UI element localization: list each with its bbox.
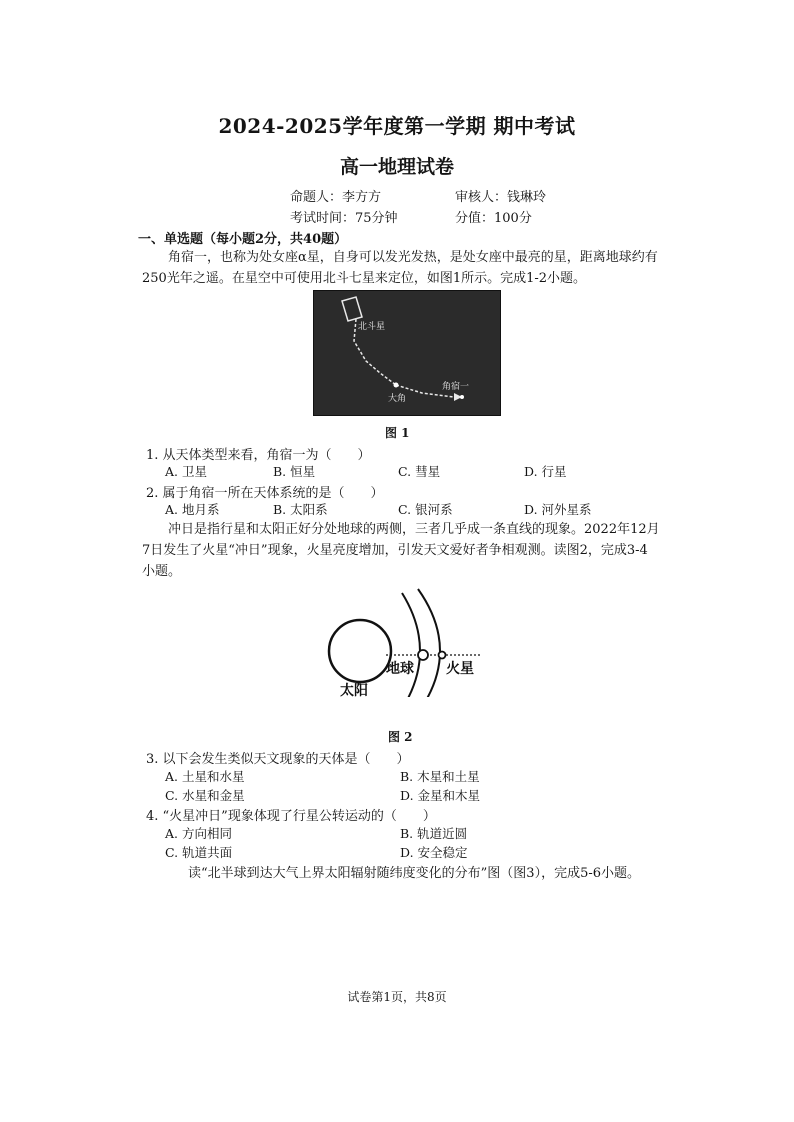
q4-option-b: B. 轨道近圆	[400, 826, 468, 841]
question-4-stem: 4. “火星冲日”现象体现了行星公转运动的（ ）	[146, 809, 436, 824]
star-arcturus	[394, 383, 399, 388]
figure-1-caption: 图 1	[385, 426, 410, 440]
q4-option-a: A. 方向相同	[165, 826, 232, 841]
figure-1-photo	[313, 290, 501, 416]
intro2-line2: 7日发生了火星“冲日”现象，火星亮度增加，引发天文爱好者争相观测。读图2，完成3-4	[142, 543, 648, 558]
earth-orbit	[402, 593, 420, 697]
intro-paragraph-1	[142, 247, 672, 289]
q2-option-a: A. 地月系	[165, 502, 220, 517]
star-spica	[460, 395, 464, 399]
mars-dot	[439, 652, 446, 659]
opposition-diagram	[320, 585, 490, 697]
intro2-line1: 冲日是指行星和太阳正好分处地球的两侧，三者几乎成一条直线的现象。2022年12月	[168, 522, 660, 537]
exam-subtitle: 高一地理试卷	[339, 156, 454, 178]
q3-option-c: C. 水星和金星	[165, 788, 245, 803]
label-sun: 太阳	[340, 683, 368, 697]
figure-2-diagram	[320, 585, 490, 697]
sun-circle	[329, 620, 391, 682]
big-dipper-diagram	[314, 291, 500, 415]
intro1-line2: 250光年之遥。在星空中可使用北斗七星来定位，如图1所示。完成1-2小题。	[142, 271, 587, 286]
q2-option-d: D. 河外星系	[524, 502, 592, 517]
author-info: 命题人：李方方	[290, 190, 382, 205]
question-1-stem: 1. 从天体类型来看，角宿一为（ ）	[146, 448, 371, 463]
earth-dot	[418, 650, 428, 660]
q1-option-b: B. 恒星	[273, 464, 316, 479]
label-arcturus: 大角	[388, 394, 407, 404]
q1-option-d: D. 行星	[524, 464, 567, 479]
q3-option-a: A. 土星和水星	[165, 769, 245, 784]
exam-title: 2024-2025学年度第一学期 期中考试	[218, 114, 576, 138]
figure-2-caption: 图 2	[388, 730, 413, 744]
section-heading: 一、单选题（每小题2分，共40题）	[138, 232, 348, 247]
question-2-stem: 2. 属于角宿一所在天体系统的是（ ）	[146, 486, 384, 501]
q4-option-c: C. 轨道共面	[165, 845, 233, 860]
label-mars: 火星	[446, 661, 474, 677]
intro2-line3: 小题。	[142, 564, 182, 579]
q1-option-a: A. 卫星	[165, 464, 207, 479]
time-info: 考试时间：75分钟	[290, 211, 398, 226]
label-earth: 地球	[386, 661, 414, 677]
intro1-line1: 角宿一，也称为处女座α星，自身可以发光发热，是处女座中最亮的星，距离地球约有	[168, 250, 658, 265]
q2-option-c: C. 银河系	[398, 502, 453, 517]
q3-option-d: D. 金星和木星	[400, 788, 481, 803]
q4-option-d: D. 安全稳定	[400, 845, 468, 860]
reviewer-info: 审核人：钱琳玲	[455, 190, 547, 205]
mars-orbit	[418, 589, 440, 697]
q1-option-c: C. 彗星	[398, 464, 441, 479]
question-3-stem: 3. 以下会发生类似天文现象的天体是（ ）	[146, 752, 410, 767]
label-north-star: 北斗星	[358, 322, 386, 332]
score-info: 分值：100分	[455, 211, 532, 226]
q3-option-b: B. 木星和土星	[400, 769, 480, 784]
dipper-bowl	[342, 297, 362, 321]
page-footer: 试卷第1页，共8页	[347, 990, 447, 1004]
intro-paragraph-3: 读“北半球到达大气上界太阳辐射随纬度变化的分布”图（图3），完成5-6小题。	[188, 866, 640, 881]
q2-option-b: B. 太阳系	[273, 502, 328, 517]
intro-paragraph-2	[142, 519, 672, 582]
label-spica: 角宿一	[442, 382, 470, 392]
